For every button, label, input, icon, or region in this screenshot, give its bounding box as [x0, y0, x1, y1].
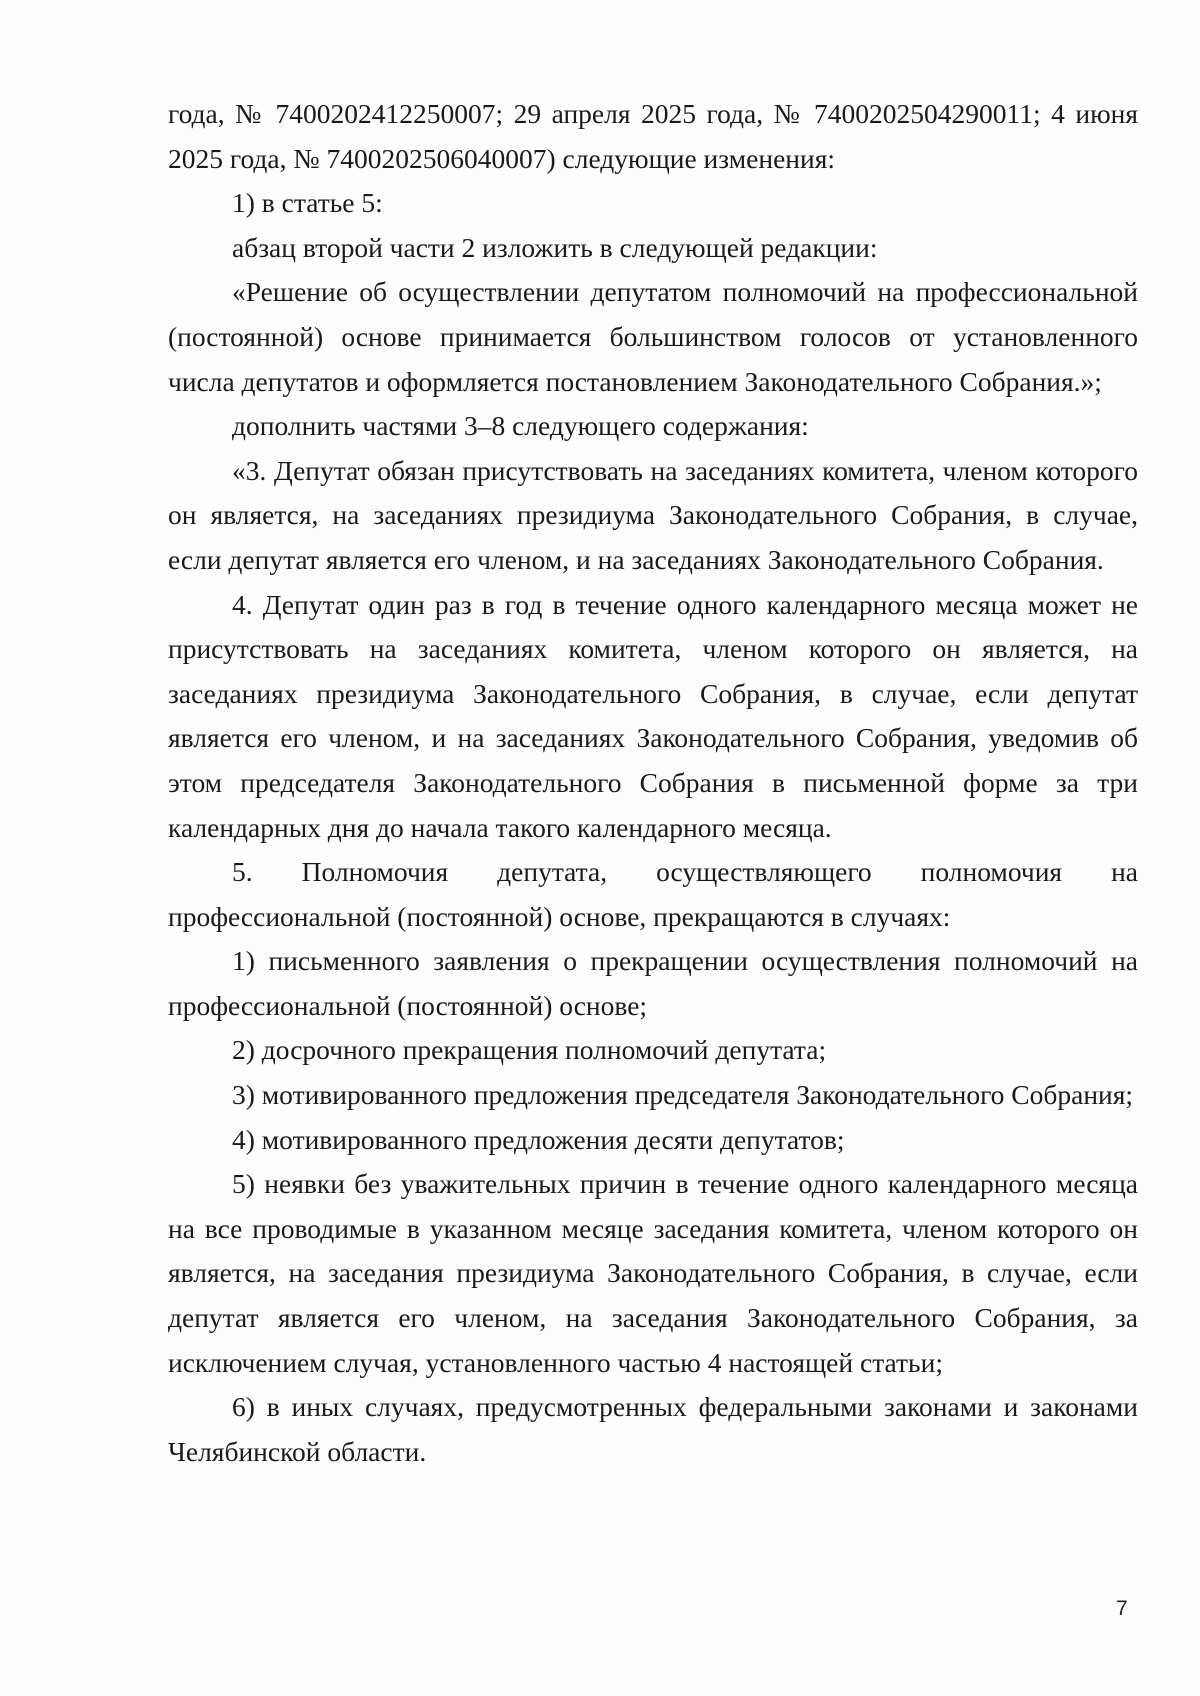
paragraph-article-5-heading: 1) в статье 5:	[232, 187, 383, 219]
paragraph-amendment-instruction: абзац второй части 2 изложить в следующей редакции:	[232, 231, 878, 263]
document-body	[168, 92, 1138, 1474]
list-item-6: 6) в иных случаях, предусмотренных федеральными законами и законами Челябинской области.	[168, 1391, 1138, 1467]
list-item-4: 4) мотивированного предложения десяти депутатов;	[232, 1123, 845, 1155]
list-item-2: 2) досрочного прекращения полномочий депутата;	[232, 1034, 827, 1066]
list-item-3: 3) мотивированного предложения председателя Законодательного Собрания;	[232, 1079, 1134, 1111]
list-item-5: 5) неявки без уважительных причин в течение одного календарного месяца на все проводимые в указанном месяце заседания комитета, членом которого он является, на заседания президиума Законодательного Собрания, в случае, если депутат является его членом, на заседания Законодательного Собрания, за исключением случая, установленного частью 4 настоящей статьи;	[168, 1168, 1138, 1378]
page-number: 7	[1116, 1597, 1128, 1620]
paragraph-part-3: «3. Депутат обязан присутствовать на заседаниях комитета, членом которого он является, на заседаниях президиума Законодательного Собрания, в случае, если депутат является его членом, и на заседаниях Законодательного Собрания.	[168, 454, 1138, 575]
paragraph-part-4: 4. Депутат один раз в год в течение одного календарного месяца может не присутствовать на заседаниях комитета, членом которого он является, на заседаниях президиума Законодательного Собрания, в случае, если депутат является его членом, и на заседаниях Законодательного Собрания, уведомив об этом председателя Законодательного Собрания в письменной форме за три календарных дня до начала такого календарного месяца.	[168, 588, 1138, 843]
list-item-1: 1) письменного заявления о прекращении осуществления полномочий на профессиональной (постоянной) основе;	[168, 945, 1138, 1021]
paragraph-supplement-instruction: дополнить частями 3–8 следующего содержания:	[232, 410, 809, 442]
paragraph-new-wording: «Решение об осуществлении депутатом полномочий на профессиональной (постоянной) основе принимается большинством голосов от установленного числа депутатов и оформляется постановлением Законодательного Собрания.»;	[168, 276, 1138, 397]
paragraph-part-5: 5. Полномочия депутата, осуществляющего полномочия на профессиональной (постоянной) основе, прекращаются в случаях:	[168, 856, 1138, 932]
paragraph-continuation: года, № 7400202412250007; 29 апреля 2025 года, № 7400202504290011; 4 июня 2025 года, № 7400202506040007) следующие изменения:	[168, 98, 1138, 174]
